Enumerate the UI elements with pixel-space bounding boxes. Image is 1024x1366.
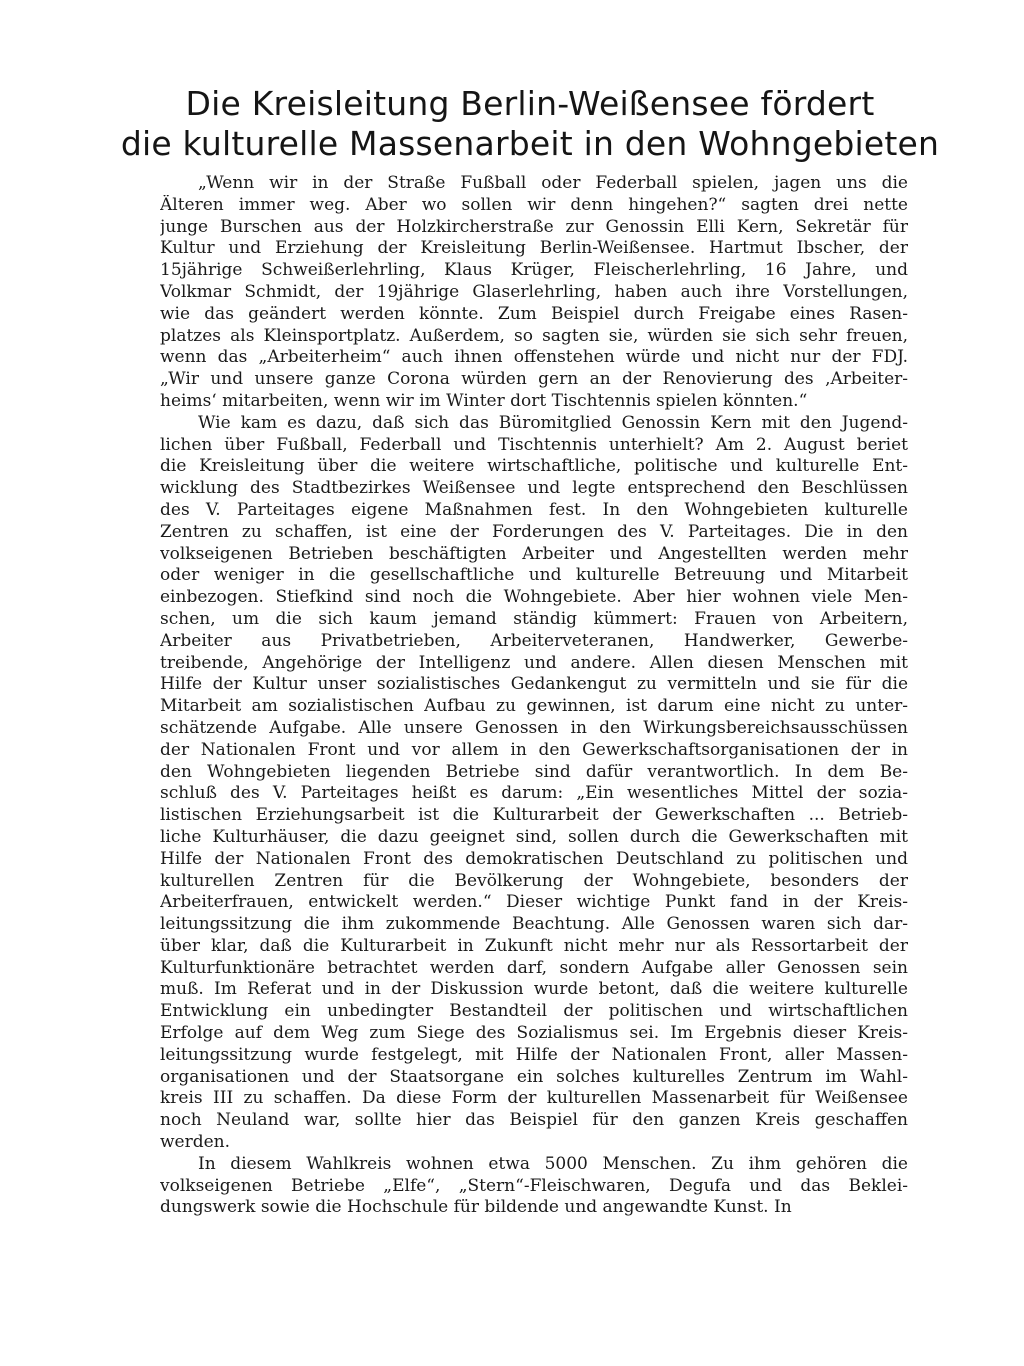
text-line: Kultur und Erziehung der Kreisleitung Berlin-Weißensee. Hartmut Ibscher, der bbox=[160, 238, 908, 259]
text-line: Volkmar Schmidt, der 19jährige Glaserlehrling, haben auch ihre Vorstellungen, bbox=[160, 281, 908, 302]
paragraph bbox=[160, 1154, 908, 1219]
text-line: „Wir und unsere ganze Corona würden gern an der Renovierung des ‚Arbeiter- bbox=[160, 369, 908, 390]
text-line: den Wohngebieten liegenden Betriebe sind dafür verantwortlich. In dem Be- bbox=[160, 761, 908, 782]
text-line: des V. Parteitages eigene Maßnahmen fest. In den Wohngebieten kulturelle bbox=[160, 499, 908, 520]
text-line: leitungssitzung wurde festgelegt, mit Hilfe der Nationalen Front, aller Massen- bbox=[160, 1044, 908, 1065]
text-line: wicklung des Stadtbezirkes Weißensee und legte entsprechend den Beschlüssen bbox=[160, 478, 908, 499]
article-body bbox=[160, 173, 908, 1219]
article-title-line-2: die kulturelle Massenarbeit in den Wohngebieten bbox=[120, 124, 940, 163]
text-line: Arbeiter aus Privatbetrieben, Arbeiterveteranen, Handwerker, Gewerbe- bbox=[160, 630, 908, 651]
text-line: die Kreisleitung über die weitere wirtschaftliche, politische und kulturelle Ent- bbox=[160, 456, 908, 477]
text-line: über klar, daß die Kulturarbeit in Zukunft nicht mehr nur als Ressortarbeit der bbox=[160, 935, 908, 956]
paragraph bbox=[160, 413, 908, 1154]
text-line: treibende, Angehörige der Intelligenz und andere. Allen diesen Menschen mit bbox=[160, 652, 908, 673]
text-line: In diesem Wahlkreis wohnen etwa 5000 Menschen. Zu ihm gehören die bbox=[198, 1153, 908, 1174]
text-line: organisationen und der Staatsorgane ein solches kulturelles Zentrum im Wahl- bbox=[160, 1066, 908, 1087]
text-line: kulturellen Zentren für die Bevölkerung der Wohngebiete, besonders der bbox=[160, 870, 908, 891]
text-line: platzes als Kleinsportplatz. Außerdem, so sagten sie, würden sie sich sehr freuen, bbox=[160, 325, 908, 346]
text-line: 15jährige Schweißerlehrling, Klaus Krüger, Fleischerlehrling, 16 Jahre, und bbox=[160, 260, 908, 281]
text-line: Erfolge auf dem Weg zum Siege des Sozialismus sei. Im Ergebnis dieser Kreis- bbox=[160, 1023, 908, 1044]
text-line: wie das geändert werden könnte. Zum Beispiel durch Freigabe eines Rasen- bbox=[160, 303, 908, 324]
text-line: volkseigenen Betrieben beschäftigten Arbeiter und Angestellten werden mehr bbox=[160, 543, 908, 564]
text-line: Hilfe der Kultur unser sozialistisches Gedankengut zu vermitteln und sie für die bbox=[160, 674, 908, 695]
text-line: heims‘ mitarbeiten, wenn wir im Winter dort Tischtennis spielen könnten.“ bbox=[160, 390, 808, 411]
text-line: Älteren immer weg. Aber wo sollen wir denn hingehen?“ sagten drei nette bbox=[160, 194, 908, 215]
text-line: Arbeiterfrauen, entwickelt werden.“ Dieser wichtige Punkt fand in der Kreis- bbox=[160, 892, 908, 913]
text-line: Mitarbeit am sozialistischen Aufbau zu gewinnen, ist darum eine nicht zu unter- bbox=[160, 696, 908, 717]
text-line: schen, um die sich kaum jemand ständig kümmert: Frauen von Arbeitern, bbox=[160, 608, 908, 629]
text-line: schätzende Aufgabe. Alle unsere Genossen in den Wirkungsbereichsausschüssen bbox=[160, 717, 908, 738]
text-line: einbezogen. Stiefkind sind noch die Wohngebiete. Aber hier wohnen viele Men- bbox=[160, 587, 908, 608]
text-line: liche Kulturhäuser, die dazu geeignet sind, sollen durch die Gewerkschaften mit bbox=[160, 826, 908, 847]
text-line: „Wenn wir in der Straße Fußball oder Federball spielen, jagen uns die bbox=[198, 173, 908, 193]
text-line: wenn das „Arbeiterheim“ auch ihnen offenstehen würde und nicht nur der FDJ. bbox=[160, 347, 908, 368]
text-line: Hilfe der Nationalen Front des demokratischen Deutschland zu politischen und bbox=[160, 848, 908, 869]
text-line: muß. Im Referat und in der Diskussion wurde betont, daß die weitere kulturelle bbox=[160, 979, 908, 1000]
text-line: der Nationalen Front und vor allem in den Gewerkschaftsorganisationen der in bbox=[160, 739, 908, 760]
paragraph bbox=[160, 173, 908, 413]
text-line: dungswerk sowie die Hochschule für bildende und angewandte Kunst. In bbox=[160, 1197, 792, 1218]
text-line: Kulturfunktionäre betrachtet werden darf, sondern Aufgabe aller Genossen sein bbox=[160, 957, 908, 978]
text-line: werden. bbox=[160, 1132, 231, 1153]
text-line: oder weniger in die gesellschaftliche und kulturelle Betreuung und Mitarbeit bbox=[160, 565, 908, 586]
text-line: listischen Erziehungsarbeit ist die Kulturarbeit der Gewerkschaften ... Betrieb- bbox=[160, 805, 908, 826]
text-line: schluß des V. Parteitages heißt es darum: „Ein wesentliches Mittel der sozia- bbox=[160, 783, 908, 804]
text-line: volkseigenen Betriebe „Elfe“, „Stern“-Fleischwaren, Degufa und das Beklei- bbox=[160, 1175, 908, 1196]
text-line: junge Burschen aus der Holzkircherstraße zur Genossin Elli Kern, Sekretär für bbox=[160, 216, 908, 237]
text-line: Entwicklung ein unbedingter Bestandteil der politischen und wirtschaftlichen bbox=[160, 1001, 908, 1022]
article-title-line-1: Die Kreisleitung Berlin-Weißensee fördert bbox=[185, 84, 875, 123]
text-line: Wie kam es dazu, daß sich das Büromitglied Genossin Kern mit den Jugend- bbox=[198, 412, 908, 433]
text-line: leitungssitzung die ihm zukommende Beachtung. Alle Genossen waren sich dar- bbox=[160, 914, 908, 935]
text-line: kreis III zu schaffen. Da diese Form der kulturellen Massenarbeit für Weißensee bbox=[160, 1088, 908, 1109]
text-line: lichen über Fußball, Federball und Tischtennis unterhielt? Am 2. August beriet bbox=[160, 434, 908, 455]
text-line: Zentren zu schaffen, ist eine der Forderungen des V. Parteitages. Die in den bbox=[160, 521, 908, 542]
text-line: noch Neuland war, sollte hier das Beispiel für den ganzen Kreis geschaffen bbox=[160, 1110, 908, 1131]
